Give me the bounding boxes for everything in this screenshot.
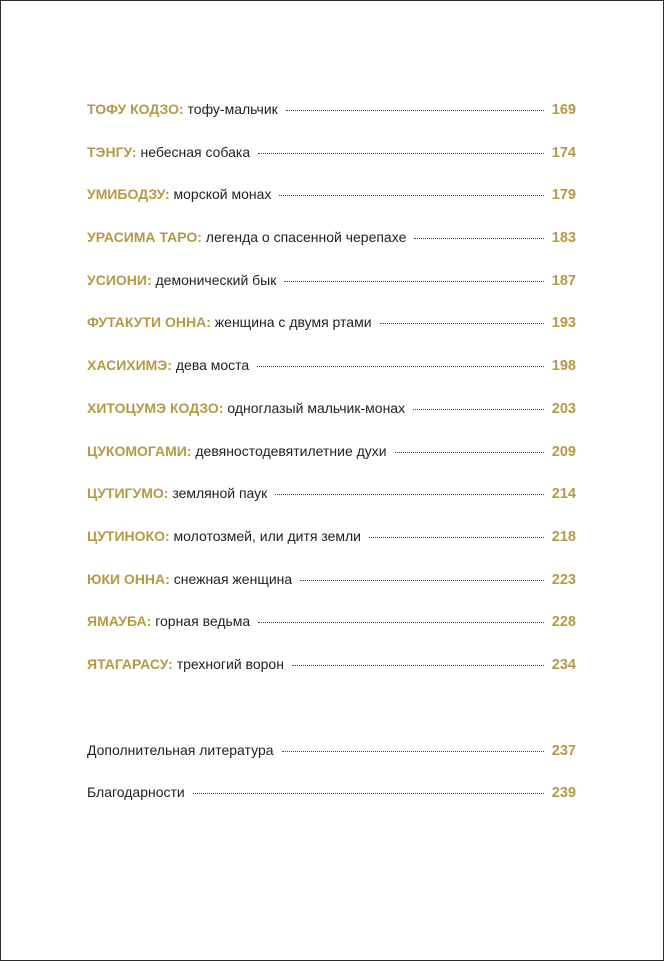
toc-entry-tofu-kodzo[interactable] [87, 101, 576, 144]
entry-title: Благодарности [87, 784, 185, 801]
entry-page-number: 234 [551, 656, 576, 673]
entry-page-number: 214 [551, 486, 576, 503]
toc-entry-yatagarasu[interactable] [87, 656, 576, 699]
entry-title: Дополнительная литература [87, 741, 274, 758]
entry-name: ЦУТИГУМО: [87, 485, 169, 502]
dot-leader [413, 409, 544, 410]
entry-name: ЮКИ ОННА: [87, 570, 170, 587]
entry-page-number: 183 [551, 230, 576, 247]
entry-name: ФУТАКУТИ ОННА: [87, 314, 211, 331]
toc-entry-tsutinoko[interactable] [87, 528, 576, 571]
entry-name: ХАСИХИМЭ: [87, 357, 172, 374]
dot-leader [380, 323, 544, 324]
entry-description: девяностодевятилетние духи [195, 442, 387, 459]
toc-entry-tsukomogami[interactable] [87, 443, 576, 486]
entry-page-number: 193 [551, 315, 576, 332]
entry-name: ТЭНГУ: [87, 143, 137, 160]
toc-entry-yuki-onna[interactable] [87, 571, 576, 614]
toc-entry-yamauba[interactable] [87, 613, 576, 656]
entry-name: ЦУКОМОГАМИ: [87, 442, 192, 459]
entry-page-number: 209 [551, 443, 576, 460]
entry-description: земляной паук [172, 485, 268, 502]
entry-description: тофу-мальчик [187, 101, 278, 117]
dot-leader [284, 281, 543, 282]
entry-page-number: 174 [551, 144, 576, 161]
entry-page-number: 198 [551, 358, 576, 375]
entry-page-number: 187 [551, 272, 576, 289]
entry-page-number: 223 [551, 571, 576, 588]
dot-leader [193, 793, 544, 794]
entry-description: морской монах [173, 186, 272, 203]
toc-entry-acknowledgements[interactable] [87, 784, 576, 827]
entry-name: УРАСИМА ТАРО: [87, 229, 202, 246]
table-of-contents [87, 101, 576, 827]
dot-leader [300, 580, 544, 581]
toc-entry-futakuti-onna[interactable] [87, 314, 576, 357]
entry-name: ЦУТИНОКО: [87, 527, 170, 544]
entry-page-number: 218 [551, 528, 576, 545]
entry-description: молотозмей, или дитя земли [173, 527, 362, 544]
dot-leader [292, 665, 544, 666]
entry-description: женщина с двумя ртами [214, 314, 372, 331]
dot-leader [258, 622, 544, 623]
entry-description: легенда о спасенной черепахе [205, 229, 407, 246]
dot-leader [395, 452, 544, 453]
entry-page-number: 237 [551, 742, 576, 759]
entry-description: небесная собака [140, 143, 251, 160]
entry-name: ХИТОЦУМЭ КОДЗО: [87, 399, 224, 416]
entry-description: горная ведьма [155, 613, 251, 630]
entry-description: дева моста [175, 357, 250, 374]
dot-leader [279, 195, 543, 196]
entry-page-number: 203 [551, 400, 576, 417]
section-spacer [87, 699, 576, 742]
dot-leader [369, 537, 544, 538]
entry-name: ЯМАУБА: [87, 613, 152, 630]
entry-page-number: 239 [551, 785, 576, 802]
entry-name: ТОФУ КОДЗО: [87, 101, 184, 117]
dot-leader [414, 238, 543, 239]
entry-description: одноглазый мальчик-монах [227, 399, 406, 416]
entry-name: ЯТАГАРАСУ: [87, 655, 173, 672]
toc-entry-hitotsume-kodzo[interactable] [87, 400, 576, 443]
entry-page-number: 179 [551, 187, 576, 204]
dot-leader [275, 494, 543, 495]
toc-entry-hasihime[interactable] [87, 357, 576, 400]
toc-entry-tengu[interactable] [87, 144, 576, 187]
toc-entry-usioni[interactable] [87, 272, 576, 315]
entry-description: трехногий ворон [176, 655, 284, 672]
entry-page-number: 169 [551, 102, 576, 118]
entry-description: снежная женщина [173, 570, 293, 587]
dot-leader [286, 110, 544, 111]
toc-entry-umibodzu[interactable] [87, 186, 576, 229]
toc-entry-tsutigumo[interactable] [87, 485, 576, 528]
dot-leader [257, 366, 544, 367]
toc-entry-further-reading[interactable] [87, 742, 576, 785]
entry-page-number: 228 [551, 614, 576, 631]
entry-description: демонический бык [155, 271, 277, 288]
entry-name: УМИБОДЗУ: [87, 186, 170, 203]
toc-entry-urasima-taro[interactable] [87, 229, 576, 272]
entry-name: УСИОНИ: [87, 271, 152, 288]
dot-leader [282, 751, 544, 752]
dot-leader [258, 153, 544, 154]
